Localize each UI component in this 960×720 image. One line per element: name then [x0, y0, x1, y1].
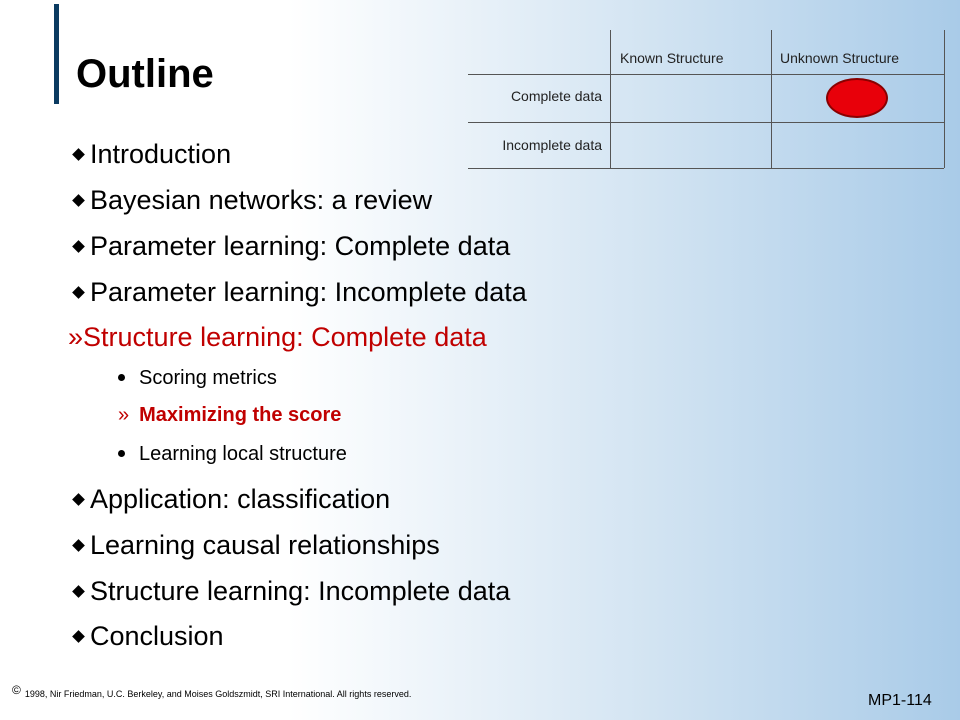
diamond-bullet-icon — [72, 539, 85, 552]
diamond-bullet-icon — [72, 630, 85, 643]
diamond-bullet-icon — [72, 286, 85, 299]
outline-subitem: Scoring metrics — [118, 367, 277, 390]
diamond-bullet-icon — [72, 493, 85, 506]
outline-item: Structure learning: Incomplete data — [74, 576, 510, 607]
current-marker-icon: » — [68, 322, 84, 352]
outline-item: Learning causal relationships — [74, 530, 440, 561]
copyright-icon: © — [12, 683, 21, 697]
outline-item: Introduction — [74, 139, 231, 170]
outline-subitem: Learning local structure — [118, 443, 347, 466]
diamond-bullet-icon — [72, 194, 85, 207]
diamond-bullet-icon — [72, 148, 85, 161]
outline-item: Bayesian networks: a review — [74, 185, 432, 216]
column-header-unknown-structure: Unknown Structure — [780, 50, 900, 66]
dot-bullet-icon — [118, 374, 125, 381]
row-label-incomplete-data: Incomplete data — [502, 137, 602, 153]
copyright-footer: © 1998, Nir Friedman, U.C. Berkeley, and Moises Goldszmidt, SRI International. All rights reserved. — [12, 683, 412, 699]
diamond-bullet-icon — [72, 585, 85, 598]
outline-item: Parameter learning: Complete data — [74, 231, 510, 262]
outline-item-current: »Structure learning: Complete data — [68, 322, 487, 352]
diamond-bullet-icon — [72, 240, 85, 253]
outline-item: Parameter learning: Incomplete data — [74, 277, 527, 308]
outline-subitem-current: » Maximizing the score — [118, 404, 342, 426]
slide-title: Outline — [76, 52, 214, 96]
row-label-complete-data: Complete data — [510, 88, 602, 104]
outline-item: Application: classification — [74, 484, 390, 515]
current-marker-icon: » — [118, 404, 130, 426]
slide-number: MP1-114 — [868, 692, 932, 709]
dot-bullet-icon — [118, 450, 125, 457]
column-header-known-structure: Known Structure — [620, 50, 724, 66]
outline-item: Conclusion — [74, 621, 224, 652]
